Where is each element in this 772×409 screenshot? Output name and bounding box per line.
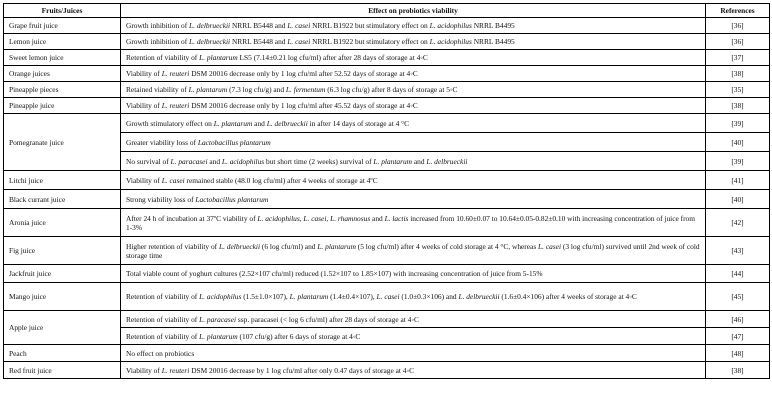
species-name: L. lactis: [384, 213, 409, 223]
effect-text: Greater viability loss of: [126, 137, 198, 147]
effect-text: Viability of: [126, 365, 162, 375]
species-name: L. delbrueckii: [458, 292, 500, 301]
effect-text: Higher retention of viability of: [126, 241, 219, 251]
fruit-cell: Fig juice: [4, 237, 121, 265]
effect-text: ssp. paracasei (< log 6 cfu/ml) after 28 days of storage at 4◦C: [236, 314, 419, 324]
header-fruit: Fruits/Juices: [4, 4, 121, 18]
fruit-cell: Pineapple juice: [4, 98, 121, 114]
effect-text: (1.5±1.0×107),: [241, 292, 290, 301]
effect-cell: [121, 82, 706, 98]
reference-cell: [40]: [706, 190, 770, 209]
effect-text: (7.3 log cfu/g) and: [227, 85, 286, 94]
table-row: [4, 82, 770, 98]
effect-text: (107 cfu/g) after 6 days of storage at 4◦C: [237, 331, 361, 341]
reference-cell: [47]: [706, 328, 770, 345]
effect-text: Retained viability of: [126, 85, 189, 94]
effect-cell: [121, 152, 706, 171]
probiotics-table: [3, 3, 770, 379]
table-row: [4, 50, 770, 66]
species-name: L. casei: [161, 175, 185, 185]
effect-cell: [121, 209, 706, 237]
effect-text: (6.3 log cfu/g) after 8 days of storage at 5◦C: [325, 85, 458, 94]
header-references: References: [706, 4, 770, 18]
table-row: [4, 311, 770, 328]
effect-cell: [121, 362, 706, 379]
species-name: L. delbrueckii: [266, 118, 308, 128]
reference-cell: [41]: [706, 171, 770, 190]
table-row: [4, 283, 770, 311]
effect-text: (3 log cfu/ml) survived until 2nd week of cold storage time: [126, 241, 700, 260]
effect-cell: [121, 311, 706, 328]
effect-text: (1.0±0.3×106) and: [399, 292, 459, 301]
species-name: L. paracasei: [170, 156, 208, 166]
effect-text: Strong viability loss of: [126, 194, 196, 204]
reference-cell: [44]: [706, 265, 770, 283]
effect-text: No survival of: [126, 156, 171, 166]
effect-text: Viability of: [126, 175, 162, 185]
species-name: L. acidophilus: [429, 21, 472, 30]
species-name: L. plantarum: [213, 118, 253, 128]
effect-text: and: [370, 213, 385, 223]
effect-text: and: [207, 156, 222, 166]
table-row: [4, 98, 770, 114]
fruit-cell: Jackfruit juice: [4, 265, 121, 283]
effect-cell: [121, 133, 706, 152]
species-name: L. casei: [287, 21, 311, 30]
fruit-cell: Litchi juice: [4, 171, 121, 190]
effect-text: NRRL B4495: [471, 21, 515, 30]
species-name: L. paracasei: [199, 314, 237, 324]
species-name: L. acidophilus, L. casei, L. rhamnosus: [257, 213, 371, 223]
table-row: [4, 345, 770, 362]
effect-text: Total viable count of yoghurt cultures (2.52×107 cfu/ml) reduced (1.52×107 to 1.85×107) with increasing concentration of juice from 5-15%: [126, 269, 543, 278]
effect-text: NRRL B5448 and: [230, 21, 288, 30]
fruit-cell: Apple juice: [4, 311, 121, 345]
reference-cell: [36]: [706, 18, 770, 34]
effect-cell: [121, 18, 706, 34]
fruit-cell: Lemon juice: [4, 34, 121, 50]
effect-text: Retention of viability of: [126, 314, 200, 324]
reference-cell: [45]: [706, 283, 770, 311]
reference-cell: [46]: [706, 311, 770, 328]
species-name: L. acidophilus: [429, 37, 472, 46]
reference-cell: [48]: [706, 345, 770, 362]
species-name: L. plantarum: [317, 241, 356, 251]
species-name: L. plantarum: [373, 156, 412, 166]
fruit-cell: Red fruit juice: [4, 362, 121, 379]
species-name: L. acidophilus: [221, 156, 265, 166]
fruit-cell: Pomegranate juice: [4, 114, 121, 171]
effect-text: Retention of viability of: [126, 331, 200, 341]
species-name: L. plantarum: [188, 85, 228, 94]
species-name: L. casei: [538, 241, 562, 251]
reference-cell: [40]: [706, 133, 770, 152]
effect-text: NRRL B1922 but stimulatory effect on: [310, 21, 430, 30]
header-effect: Effect on probiotics viability: [121, 4, 706, 18]
reference-cell: [38]: [706, 362, 770, 379]
effect-text: After 24 h of incubation at 37ºC viability of: [126, 213, 258, 223]
effect-text: Retention of viability of: [126, 292, 200, 301]
species-name: L. reuteri: [161, 365, 190, 375]
effect-text: (1.4±0.4×107),: [328, 292, 377, 301]
table-body: [4, 18, 770, 379]
table-row: [4, 18, 770, 34]
effect-text: in after 14 days of storage at 4 °C: [307, 118, 410, 128]
effect-cell: [121, 190, 706, 209]
reference-cell: [35]: [706, 82, 770, 98]
effect-cell: [121, 114, 706, 133]
effect-text: NRRL B4495: [471, 37, 515, 46]
effect-text: DSM 20016 decrease only by 1 log cfu/ml after 52.52 days of storage at 4◦C: [189, 69, 418, 78]
species-name: L. acidophilus: [199, 292, 242, 301]
effect-text: Growth inhibition of: [126, 21, 190, 30]
fruit-cell: Sweet lemon juice: [4, 50, 121, 66]
effect-cell: [121, 50, 706, 66]
table-row: [4, 237, 770, 265]
effect-text: Viability of: [126, 69, 162, 78]
effect-text: Retention of viability of: [126, 53, 200, 62]
reference-cell: [43]: [706, 237, 770, 265]
species-name: Lactobacillus plantarum: [197, 137, 271, 147]
fruit-cell: Aronia juice: [4, 209, 121, 237]
effect-text: Growth stimulatory effect on: [126, 118, 214, 128]
effect-text: and: [252, 118, 267, 128]
effect-text: Growth inhibition of: [126, 37, 190, 46]
effect-cell: [121, 34, 706, 50]
table-row: [4, 209, 770, 237]
effect-text: Viability of: [126, 101, 162, 110]
table-row: [4, 171, 770, 190]
effect-cell: [121, 237, 706, 265]
species-name: L. casei: [376, 292, 400, 301]
effect-cell: [121, 171, 706, 190]
effect-text: No effect on probiotics: [126, 348, 195, 358]
species-name: L. plantarum: [199, 331, 238, 341]
species-name: Lactobacillus plantarum: [195, 194, 269, 204]
table-row: [4, 66, 770, 82]
header-row: [4, 4, 770, 18]
reference-cell: [42]: [706, 209, 770, 237]
species-name: L. plantarum: [199, 53, 238, 62]
fruit-cell: Pineapple pieces: [4, 82, 121, 98]
effect-text: increased from 10.60±0.07 to 10.64±0.05-0.82±0.10 with increasing concentration of juice from 1-3%: [126, 213, 695, 232]
reference-cell: [37]: [706, 50, 770, 66]
reference-cell: [39]: [706, 114, 770, 133]
fruit-cell: Orange juices: [4, 66, 121, 82]
effect-cell: [121, 283, 706, 311]
species-name: L. delbrueckii: [218, 241, 261, 251]
effect-text: (5 log cfu/ml) after 4 weeks of cold storage at 4 °C, whereas: [355, 241, 539, 251]
fruit-cell: Black currant juice: [4, 190, 121, 209]
species-name: L. casei: [287, 37, 311, 46]
fruit-cell: Mango juice: [4, 283, 121, 311]
reference-cell: [38]: [706, 98, 770, 114]
reference-cell: [38]: [706, 66, 770, 82]
table-row: [4, 34, 770, 50]
table-row: [4, 190, 770, 209]
effect-text: NRRL B5448 and: [230, 37, 288, 46]
species-name: L. reuteri: [161, 101, 190, 110]
species-name: L. delbrueckii: [426, 156, 468, 166]
effect-text: and: [412, 156, 427, 166]
effect-cell: [121, 345, 706, 362]
effect-text: DSM 20016 decrease only by 1 log cfu/ml after 45.52 days of storage at 4◦C: [189, 101, 418, 110]
reference-cell: [39]: [706, 152, 770, 171]
effect-text: LS5 (7.14±0.21 log cfu/ml) after after 28 days of storage at 4◦C: [237, 53, 428, 62]
species-name: L. fermentum: [285, 85, 326, 94]
effect-text: but short time (2 weeks) survival of: [264, 156, 374, 166]
effect-text: NRRL B1922 but stimulatory effect on: [310, 37, 430, 46]
fruit-cell: Peach: [4, 345, 121, 362]
effect-text: (6 log cfu/ml) and: [260, 241, 318, 251]
table-row: [4, 362, 770, 379]
species-name: L. plantarum: [289, 292, 329, 301]
table-row: [4, 265, 770, 283]
effect-cell: [121, 265, 706, 283]
species-name: L. delbrueckii: [189, 37, 231, 46]
effect-cell: [121, 98, 706, 114]
species-name: L. reuteri: [161, 69, 190, 78]
effect-cell: [121, 66, 706, 82]
fruit-cell: Grape fruit juice: [4, 18, 121, 34]
species-name: L. delbrueckii: [189, 21, 231, 30]
effect-cell: [121, 328, 706, 345]
effect-text: remained stable (48.0 log cfu/ml) after 4 weeks of storage at 4ºC: [184, 175, 378, 185]
effect-text: DSM 20016 decrease by 1 log cfu/ml after only 0.47 days of storage at 4◦C: [189, 365, 415, 375]
table-row: [4, 114, 770, 133]
reference-cell: [36]: [706, 34, 770, 50]
table-container: [3, 3, 769, 406]
effect-text: (1.6±0.4×106) after 4 weeks of storage at 4◦C: [499, 292, 637, 301]
